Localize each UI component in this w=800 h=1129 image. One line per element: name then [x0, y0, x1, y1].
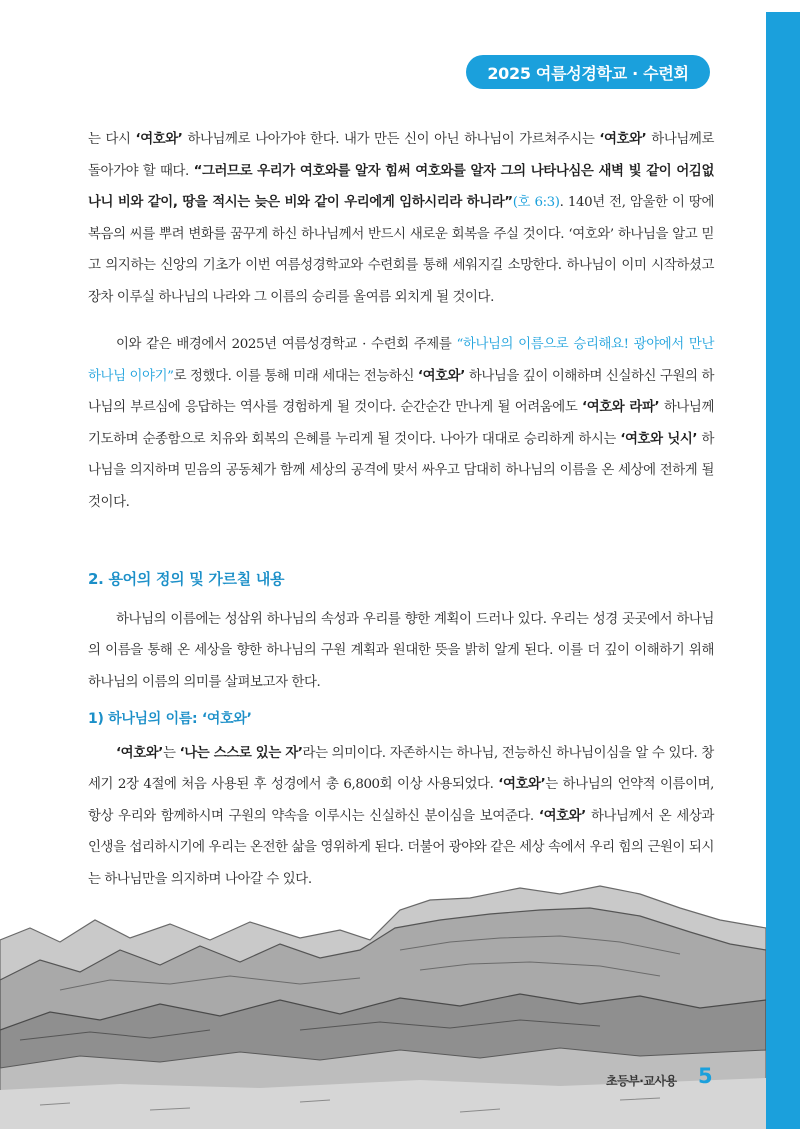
p4-text-1: 는: [162, 745, 180, 761]
subsection-heading: 1) 하나님의 이름: ‘여호와’: [88, 711, 252, 727]
p4-bold-4: ‘여호와’: [538, 808, 586, 824]
paragraph-3: 하나님의 이름에는 성삼위 하나님의 속성과 우리를 향한 계획이 드러나 있다. 우리는 성경 곳곳에서 하나님의 이름을 통해 온 세상을 향한 하나님의 구원 계획과 원대한 뜻을 밝히 알게 된다. 이를 더 깊이 이해하기 위해 하나님의 이름의 의미를 살펴보고자 한다.: [88, 611, 714, 690]
side-color-bar: [766, 0, 800, 1129]
header-title: 2025 여름성경학교 · 수련회: [487, 63, 689, 83]
p4-bold-3: ‘여호와’: [498, 777, 546, 792]
header-title-badge: [466, 55, 710, 89]
p2-bold-3: ‘여호와 닛시’: [620, 431, 698, 447]
p2-text-5: 하나님을 의지하며 믿음의 공동체가 함께 세상의 공격에 맞서 싸우고 담대히 하나님의 이름을 온 세상에 전하게 될 것이다.: [88, 431, 715, 510]
footer-label: 초등부·교사용: [606, 1074, 677, 1088]
p4-bold-1: ‘여호와’: [116, 745, 163, 761]
p2-text-2: 로 정했다. 이를 통해 미래 세대는 전능하신: [173, 368, 418, 384]
p2-text-4: 하나님께 기도하며 순종함으로 치유와 회복의 은혜를 누리게 될 것이다. 나아가 대대로 승리하게 하시는: [88, 400, 715, 447]
page-body: [88, 124, 714, 895]
wilderness-landscape-illustration: [0, 880, 766, 1129]
p2-bold-2: ‘여호와 라파’: [582, 400, 660, 415]
p1-text-3: 하나님께로 돌아가야 할 때다.: [88, 132, 714, 179]
p4-text-2: 라는 의미이다. 자존하시는 하나님, 전능하신 하나님이심을 알 수 있다. 창세기 2장 4절에 처음 사용된 후 성경에서 총 6,800회 이상 사용되었다.: [88, 745, 714, 792]
p2-theme-title: “하나님의 이름으로 승리해요! 광야에서 만난 하나님 이야기”: [88, 337, 714, 384]
p4-bold-2: ‘나는 스스로 있는 자’: [179, 745, 303, 761]
p4-text-4: 하나님께서 온 세상과 인생을 섭리하시기에 우리는 온전한 삶을 영위하게 된다. 더불어 광야와 같은 세상 속에서 우리 힘의 근원이 되시는 하나님만을 의지하며 나아갈 수 있다.: [88, 808, 714, 887]
section-heading: 2. 용어의 정의 및 가르칠 내용: [88, 570, 285, 588]
p4-text-3: 는 하나님의 언약적 이름이며, 항상 우리와 함께하시며 구원의 약속을 이루시는 신실하신 분이심을 보여준다.: [88, 777, 714, 824]
p2-text-1: 이와 같은 배경에서 2025년 여름성경학교 · 수련회 주제를: [116, 337, 457, 352]
p1-bible-reference: (호 6:3): [512, 195, 560, 210]
page-number: 5: [698, 1064, 713, 1088]
p1-text-2: 하나님께로 나아가야 한다. 내가 만든 신이 아닌 하나님이 가르쳐주시는: [182, 132, 600, 147]
paragraph-1: [88, 124, 714, 313]
side-bar-top-notch: [766, 0, 800, 12]
p1-text-4: . 140년 전, 암울한 이 땅에 복음의 씨를 뿌려 변화를 꿈꾸게 하신 하나님께서 반드시 새로운 회복을 주실 것이다. ‘여호와’ 하나님을 알고 믿고 의지하는 신앙의 기초가 이번 여름성경학교와 수련회를 통해 세워지길 소망한다. 하나님이 이미 시작하셨고 장차 이루실 하나님의 나라와 그 이름의 승리를 올여름 외치게 될 것이다.: [88, 195, 714, 305]
paragraph-4: [88, 738, 714, 896]
paragraph-2: [88, 329, 714, 518]
p2-bold-1: ‘여호와’: [417, 368, 465, 384]
p1-text-1: 는 다시: [88, 132, 136, 147]
p1-bold-1: ‘여호와’: [135, 132, 183, 147]
p2-text-3: 하나님을 깊이 이해하며 신실하신 구원의 하나님의 부르심에 응답하는 역사를 경험하게 될 것이다. 순간순간 만나게 될 어려움에도: [88, 368, 715, 415]
p1-bible-quote: “그러므로 우리가 여호와를 알자 힘써 여호와를 알자 그의 나타나심은 새벽 빛 같이 어김없나니 비와 같이, 땅을 적시는 늦은 비와 같이 우리에게 임하시리라 하니라”: [88, 163, 714, 210]
p1-bold-2: ‘여호와’: [599, 132, 647, 147]
